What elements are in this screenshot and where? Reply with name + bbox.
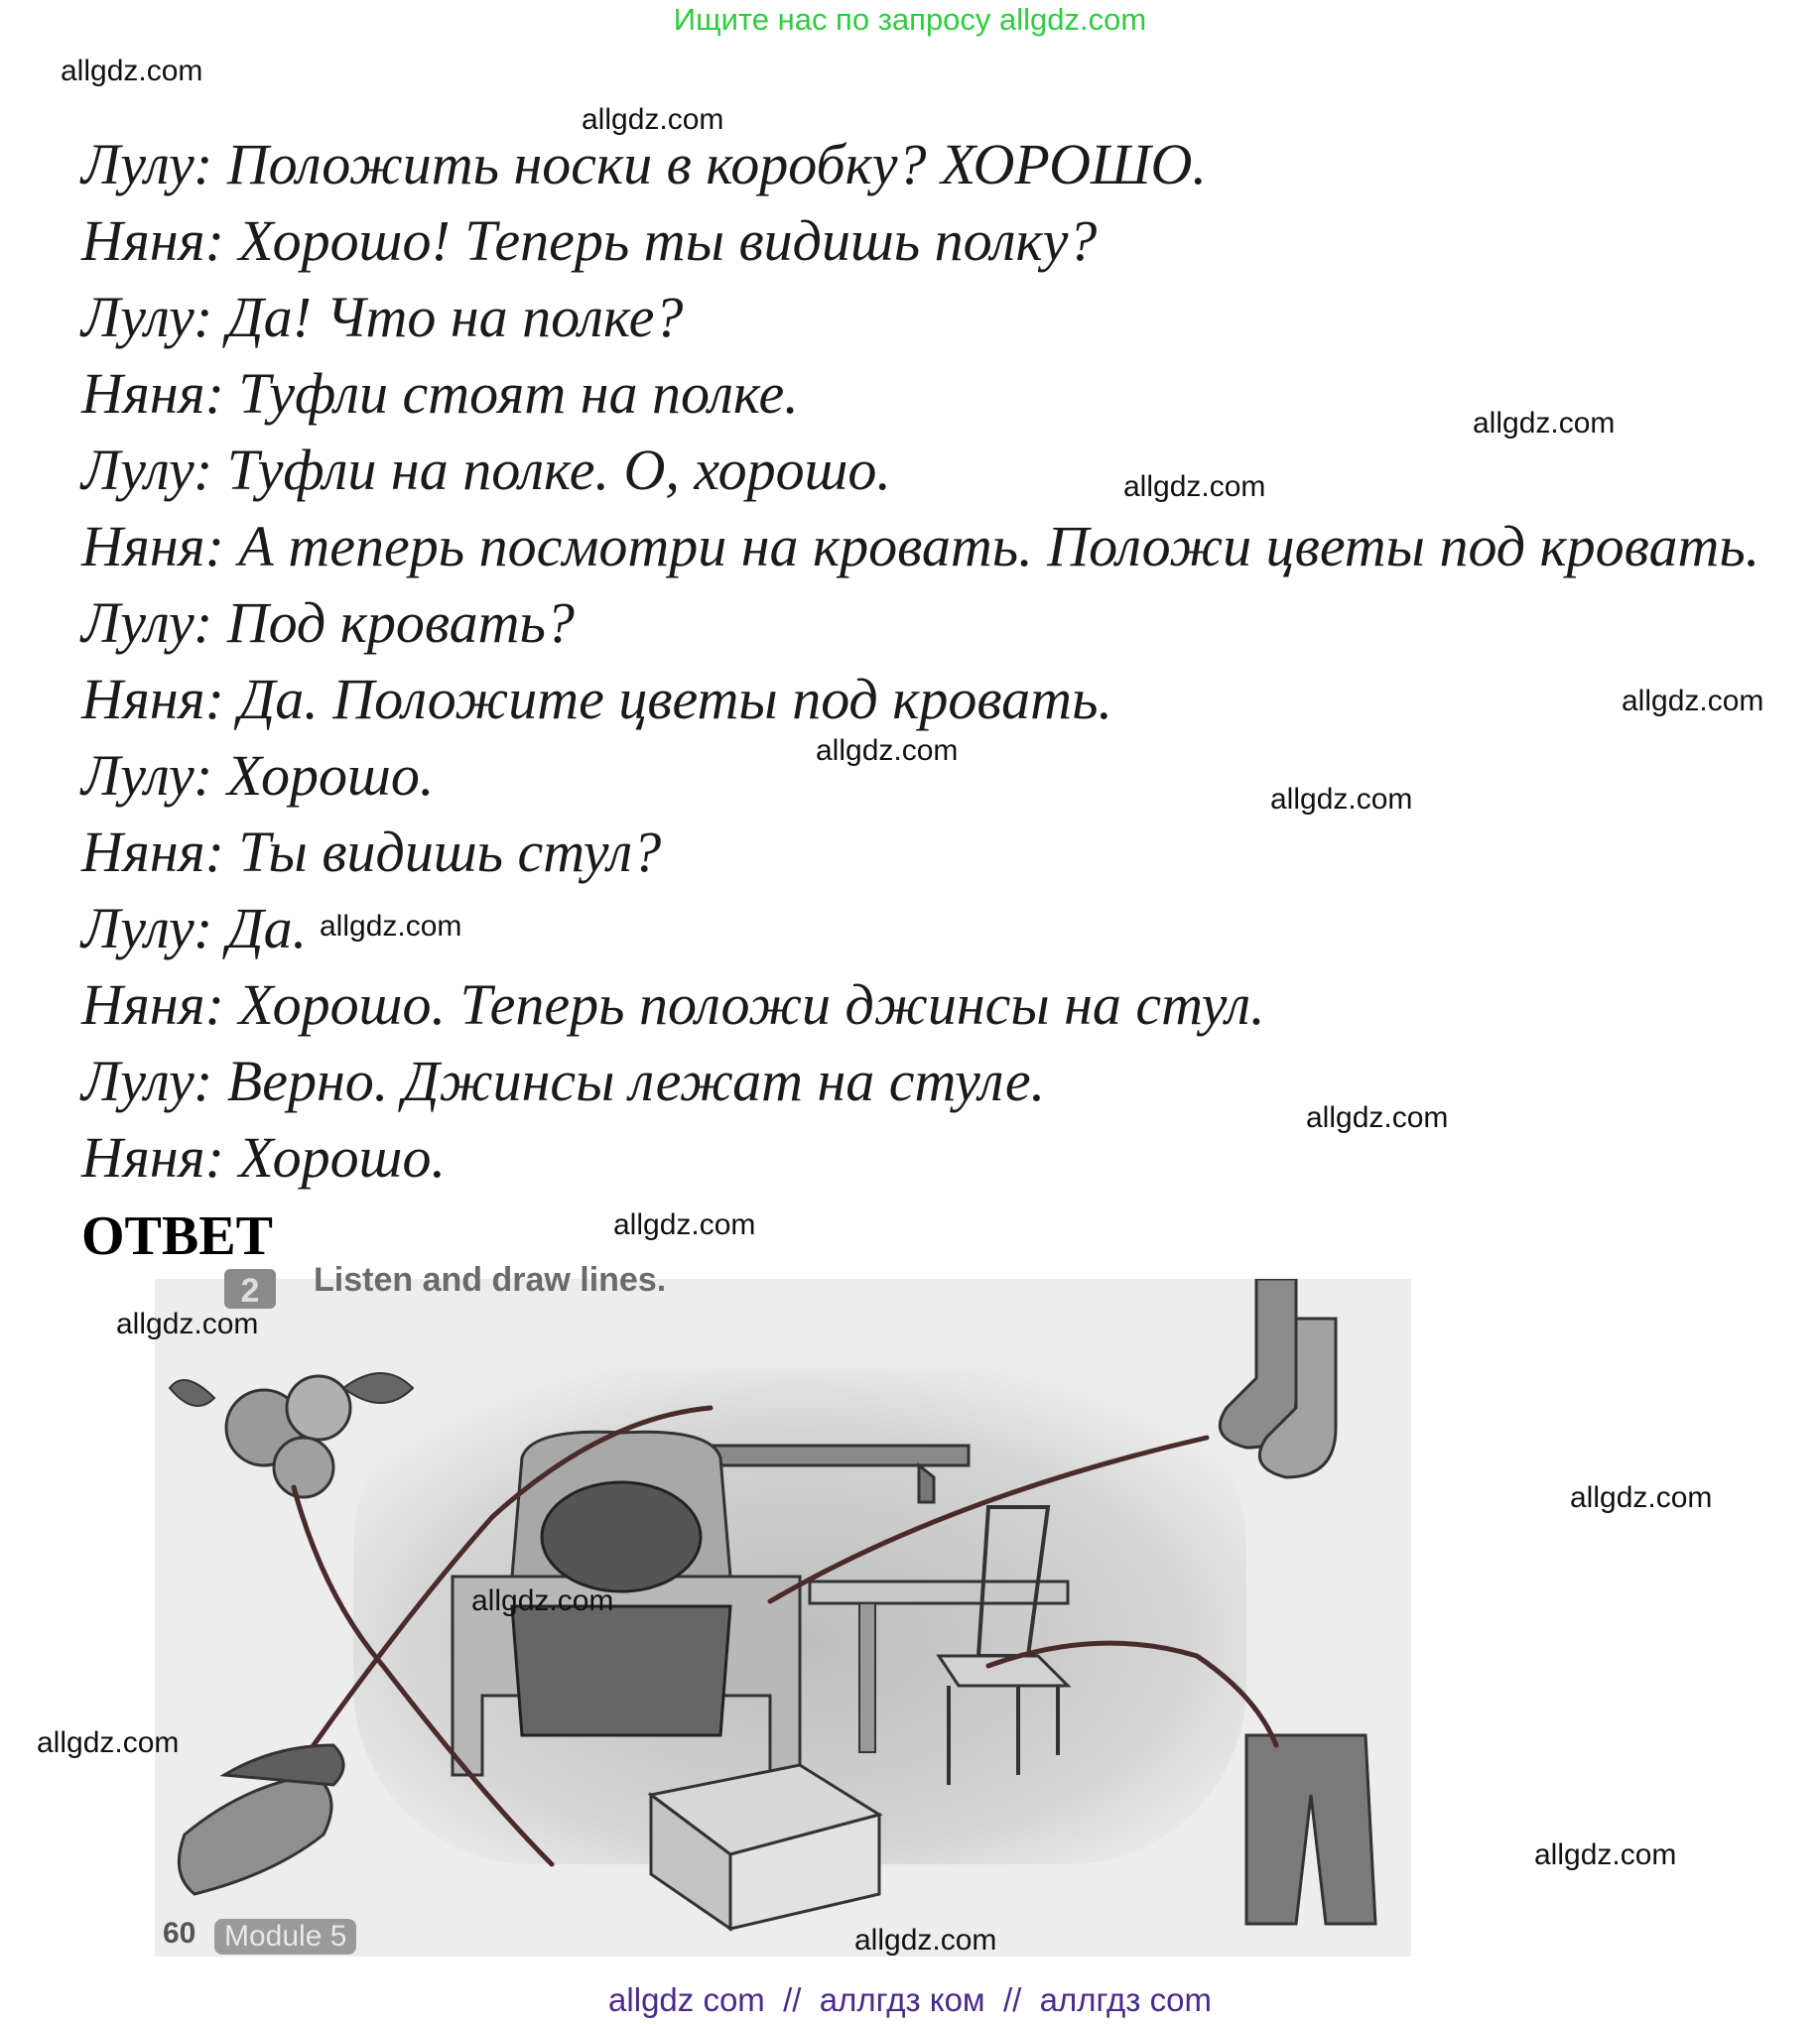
textbook-illustration bbox=[155, 1261, 1411, 1957]
dialogue-line: Няня: Да. Положите цветы под кровать. bbox=[81, 667, 1112, 731]
dialogue-line: Лулу: Положить носки в коробку? ХОРОШО. bbox=[81, 132, 1207, 196]
jeans-drawing bbox=[1246, 1735, 1375, 1924]
watermark: allgdz.com bbox=[1534, 1838, 1677, 1871]
dialogue-line: Няня: Хорошо. Теперь положи джинсы на стул. bbox=[81, 972, 1265, 1037]
watermark: allgdz.com bbox=[1473, 407, 1616, 440]
watermark: allgdz.com bbox=[1306, 1101, 1449, 1134]
dialogue-line: Лулу: Туфли на полке. О, хорошо. bbox=[81, 438, 891, 502]
task-title: Listen and draw lines. bbox=[314, 1261, 667, 1299]
dialogue-line: Лулу: Да. bbox=[81, 896, 308, 960]
shoes-drawing bbox=[179, 1745, 343, 1894]
watermark: allgdz.com bbox=[854, 1924, 997, 1957]
watermark: allgdz.com bbox=[61, 55, 203, 87]
socks-drawing bbox=[1220, 1279, 1336, 1477]
watermark: allgdz.com bbox=[582, 103, 724, 136]
watermark: allgdz.com bbox=[471, 1584, 614, 1617]
dialogue-line: Няня: Хорошо! Теперь ты видишь полку? bbox=[81, 208, 1098, 273]
watermark: allgdz.com bbox=[37, 1726, 180, 1759]
dialogue-line: Лулу: Хорошо. bbox=[81, 743, 435, 808]
watermark: allgdz.com bbox=[320, 910, 462, 943]
dialogue-line: Няня: Туфли стоят на полке. bbox=[81, 361, 799, 426]
watermark: allgdz.com bbox=[1570, 1481, 1713, 1514]
dialogue-line: Няня: Ты видишь стул? bbox=[81, 820, 662, 884]
room-drawing bbox=[155, 1279, 1411, 1957]
top-banner: Ищите нас по запросу allgdz.com bbox=[673, 2, 1147, 37]
dialogue-line: Лулу: Верно. Джинсы лежат на стуле. bbox=[81, 1049, 1046, 1113]
watermark: allgdz.com bbox=[116, 1308, 259, 1340]
footer-links: allgdz com // аллгдз ком // аллгдз com bbox=[608, 1981, 1212, 2018]
watermark: allgdz.com bbox=[613, 1208, 756, 1241]
page-number: 60 bbox=[163, 1917, 196, 1950]
dialogue-line: Няня: Хорошо. bbox=[81, 1125, 446, 1190]
watermark: allgdz.com bbox=[1123, 470, 1266, 503]
task-number: 2 bbox=[224, 1269, 276, 1309]
dialogue-line: Няня: А теперь посмотри на кровать. Положи цветы под кровать. bbox=[81, 514, 1760, 578]
watermark: allgdz.com bbox=[816, 734, 959, 767]
watermark: allgdz.com bbox=[1622, 685, 1764, 717]
dialogue-line: Лулу: Да! Что на полке? bbox=[81, 285, 684, 349]
watermark: allgdz.com bbox=[1270, 783, 1413, 816]
answer-heading: ОТВЕТ bbox=[81, 1205, 273, 1267]
module-label: Module 5 bbox=[214, 1919, 356, 1955]
dialogue-line: Лулу: Под кровать? bbox=[81, 590, 575, 655]
